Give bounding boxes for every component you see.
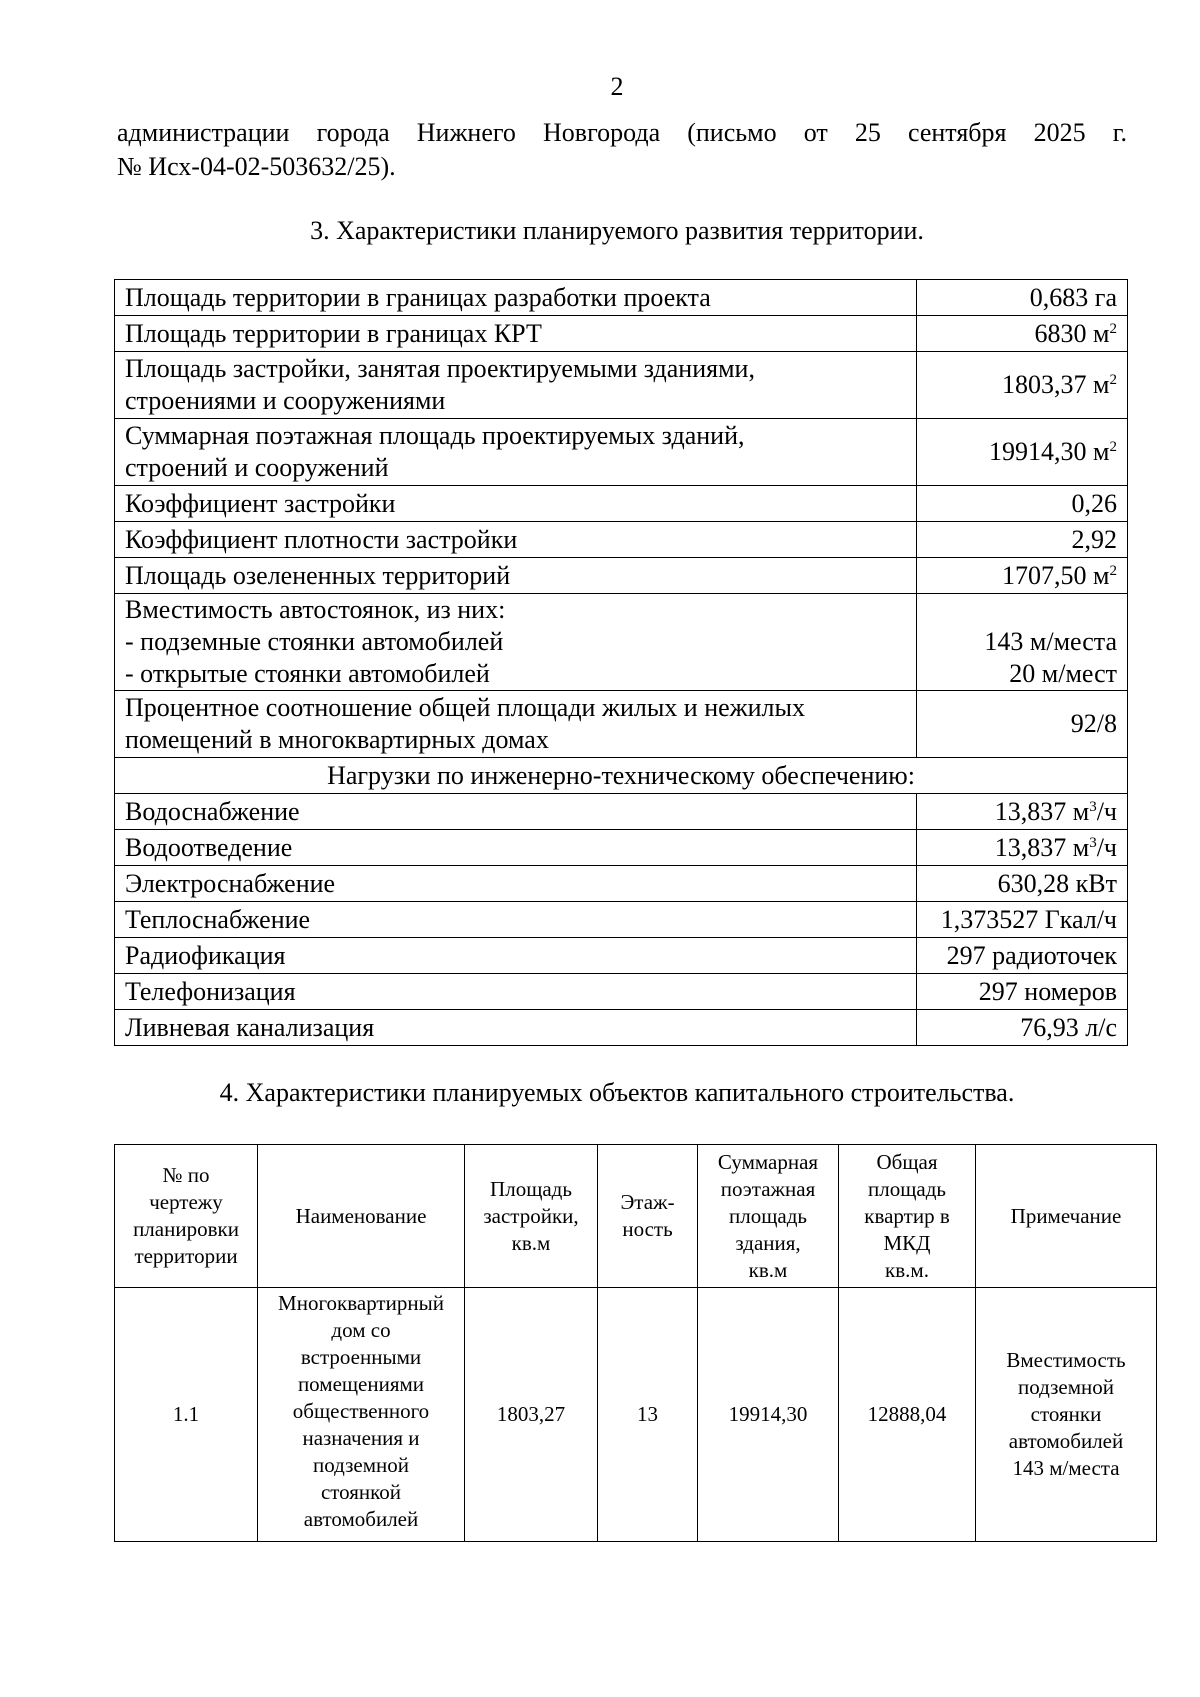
value-superscript: 3 [1089, 834, 1097, 851]
row-value [917, 830, 1128, 866]
intro-word: сентября [907, 118, 1007, 147]
header-apartments-area [839, 1145, 976, 1288]
label-line: - подземные стоянки автомобилей [125, 627, 504, 656]
header-line: Площадь [490, 1176, 572, 1201]
intro-word: 25 [854, 118, 881, 147]
header-line: Этаж- [620, 1190, 675, 1214]
label-line: Суммарная поэтажная площадь проектируемых зданий, [125, 421, 745, 450]
label-line: - открытые стоянки автомобилей [125, 659, 490, 688]
header-line: МКД [883, 1230, 931, 1255]
value-text: 13,837 м [994, 832, 1090, 862]
label-line: строениями и сооружениями [125, 386, 446, 415]
table-row [115, 1288, 1157, 1542]
header-line: кв.м [748, 1257, 788, 1282]
table-header-row [115, 1145, 1157, 1288]
label-line: Процентное соотношение общей площади жилых и нежилых [125, 693, 805, 722]
table-row [115, 938, 1128, 974]
intro-word: администрации [117, 118, 290, 147]
header-line: Суммарная [717, 1149, 819, 1174]
header-built-area [465, 1145, 598, 1288]
row-label: Электроснабжение [115, 866, 917, 902]
cell-apartments-area: 12888,04 [839, 1288, 976, 1542]
label-line: строений и сооружений [125, 453, 389, 482]
value-superscript: 3 [1089, 798, 1097, 815]
row-value: 0,26 [917, 486, 1128, 522]
row-label: Водоснабжение [115, 794, 917, 830]
header-floors [598, 1145, 698, 1288]
intro-word: Новгорода [543, 118, 661, 147]
table-row [115, 558, 1128, 594]
table-row [115, 522, 1128, 558]
label-line: Вместимость автостоянок, из них: [125, 595, 506, 624]
value-text: 6830 м [1034, 318, 1110, 348]
intro-line-1 [117, 116, 1127, 150]
intro-word: (письмо [687, 118, 777, 147]
table-row [115, 794, 1128, 830]
row-value [917, 594, 1128, 691]
row-value [917, 794, 1128, 830]
header-line: кв.м. [885, 1257, 929, 1282]
row-value: 2,92 [917, 522, 1128, 558]
intro-line-2: № Исх-04-02-503632/25). [117, 152, 396, 181]
capital-objects-table [114, 1144, 1157, 1542]
cell-line: Вместимость [1006, 1348, 1126, 1372]
row-value [917, 419, 1128, 486]
header-drawing-number [115, 1145, 258, 1288]
value-line: 143 м/места [984, 627, 1117, 656]
row-label [115, 691, 917, 758]
section-4-title: 4. Характеристики планируемых объектов капитального строительства. [219, 1078, 1015, 1107]
row-label [115, 419, 917, 486]
row-label: Коэффициент застройки [115, 486, 917, 522]
intro-paragraph [117, 116, 1127, 184]
row-value: 297 номеров [917, 974, 1128, 1010]
row-label: Коэффициент плотности застройки [115, 522, 917, 558]
row-value [917, 558, 1128, 594]
cell-line: стоянки [1030, 1402, 1102, 1426]
cell-total-area: 19914,30 [698, 1288, 839, 1542]
row-value: 92/8 [917, 691, 1128, 758]
value-superscript: 2 [1109, 372, 1117, 388]
intro-word: города [316, 118, 390, 147]
row-label: Водоотведение [115, 830, 917, 866]
value-superscript: 2 [1109, 320, 1117, 337]
intro-word: 2025 [1033, 118, 1086, 147]
label-line: помещений в многоквартирных домах [125, 725, 549, 754]
header-line: территории [134, 1244, 238, 1268]
cell-line: подземной [1018, 1375, 1114, 1399]
row-value: 76,93 л/с [917, 1010, 1128, 1046]
value-superscript: 2 [1109, 439, 1117, 455]
territory-characteristics-table [114, 279, 1128, 1046]
row-label: Теплоснабжение [115, 902, 917, 938]
header-line: здания, [735, 1230, 801, 1255]
cell-name [258, 1288, 465, 1542]
cell-area: 1803,27 [465, 1288, 598, 1542]
value-text: 1707,50 м [1002, 560, 1110, 590]
table-row [115, 902, 1128, 938]
cell-number: 1.1 [115, 1288, 258, 1542]
value-text: 1803,37 м [1002, 370, 1110, 399]
table-row [115, 594, 1128, 691]
header-line: площадь [868, 1176, 946, 1201]
intro-word: Нижнего [416, 118, 516, 147]
header-line: Примечание [1010, 1203, 1122, 1228]
cell-line: общественного [292, 1399, 430, 1423]
cell-line: подземной [313, 1453, 409, 1477]
value-text: 13,837 м [994, 796, 1090, 826]
row-value: 297 радиоточек [917, 938, 1128, 974]
row-value [917, 352, 1128, 419]
header-line: чертежу [149, 1190, 223, 1214]
table-row [115, 691, 1128, 758]
table-row [115, 974, 1128, 1010]
header-line: планировки [133, 1217, 239, 1241]
row-label: Радиофикация [115, 938, 917, 974]
cell-line: автомобилей [1008, 1429, 1124, 1453]
cell-line: назначения и [302, 1426, 420, 1450]
header-line: № по [162, 1163, 210, 1187]
header-line: Наименование [295, 1203, 427, 1228]
value-suffix: /ч [1096, 832, 1117, 862]
cell-line: 143 м/места [1012, 1456, 1120, 1480]
cell-line: автомобилей [303, 1507, 419, 1531]
value-superscript: 2 [1109, 562, 1117, 579]
cell-line: стоянкой [320, 1480, 402, 1504]
row-value: 1,373527 Гкал/ч [917, 902, 1128, 938]
header-total-floor-area [698, 1145, 839, 1288]
value-text: 19914,30 м [989, 437, 1110, 466]
header-name [258, 1145, 465, 1288]
row-label: Площадь территории в границах разработки проекта [115, 280, 917, 316]
cell-floors: 13 [598, 1288, 698, 1542]
row-label [115, 352, 917, 419]
cell-line: помещениями [297, 1372, 425, 1396]
table-row [115, 419, 1128, 486]
table-row [115, 316, 1128, 352]
table-row [115, 486, 1128, 522]
intro-word: г. [1112, 118, 1127, 147]
header-note [976, 1145, 1157, 1288]
loads-header: Нагрузки по инженерно-техническому обеспечению: [115, 758, 1128, 794]
cell-line: Многоквартирный [278, 1291, 444, 1315]
label-line: Площадь застройки, занятая проектируемыми зданиями, [125, 354, 755, 383]
intro-word: от [803, 118, 828, 147]
header-line: площадь [729, 1203, 807, 1228]
header-line: Общая [876, 1149, 938, 1174]
table-row [115, 280, 1128, 316]
header-line: квартир в [864, 1203, 950, 1228]
row-label: Ливневая канализация [115, 1010, 917, 1046]
header-line: застройки, [483, 1203, 579, 1228]
table-row [115, 866, 1128, 902]
row-value [917, 316, 1128, 352]
row-value: 630,28 кВт [917, 866, 1128, 902]
row-label: Площадь территории в границах КРТ [115, 316, 917, 352]
cell-line: встроенными [300, 1345, 422, 1369]
row-value: 0,683 га [917, 280, 1128, 316]
header-line: ность [622, 1217, 673, 1241]
table-row [115, 1010, 1128, 1046]
value-suffix: /ч [1096, 796, 1117, 826]
cell-note [976, 1288, 1157, 1542]
header-line: кв.м [511, 1230, 551, 1255]
table-row [115, 352, 1128, 419]
page-number: 2 [610, 72, 624, 101]
cell-line: дом со [331, 1318, 391, 1342]
header-line: поэтажная [720, 1176, 816, 1201]
row-label [115, 594, 917, 691]
section-3-title: 3. Характеристики планируемого развития территории. [310, 216, 924, 245]
row-label: Телефонизация [115, 974, 917, 1010]
table-row [115, 758, 1128, 794]
row-label: Площадь озелененных территорий [115, 558, 917, 594]
table-row [115, 830, 1128, 866]
value-line: 20 м/мест [1009, 659, 1117, 688]
